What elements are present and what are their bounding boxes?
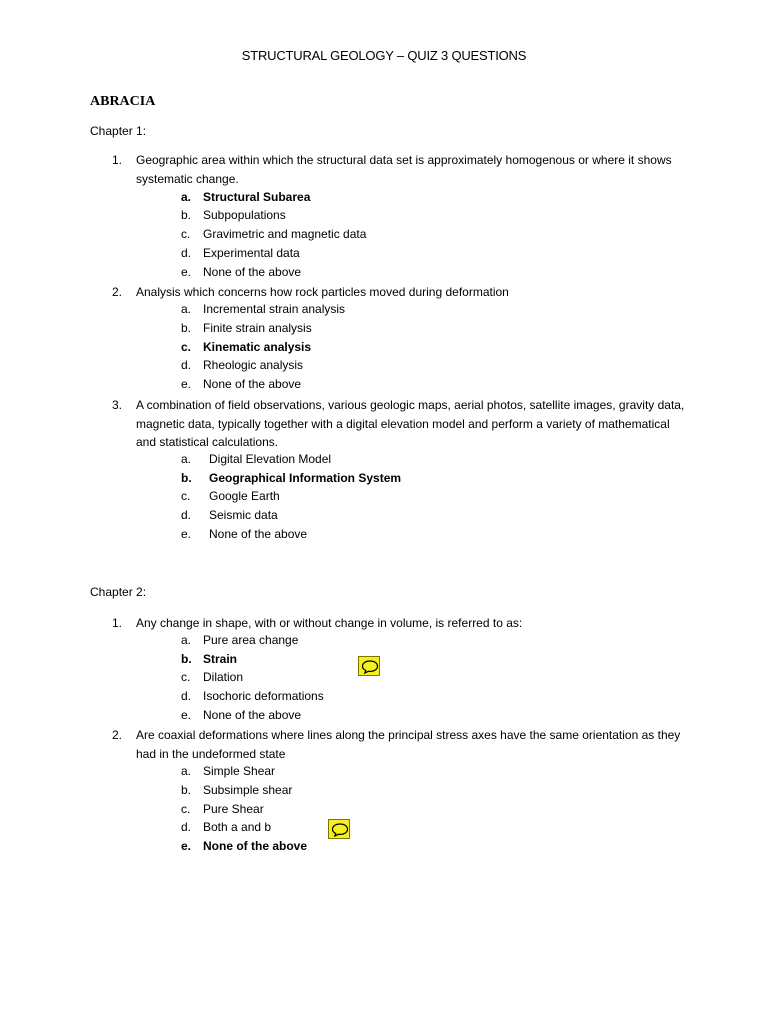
option-letter: e. xyxy=(181,527,192,541)
option-text: Isochoric deformations xyxy=(203,689,324,703)
option-letter: e. xyxy=(181,708,192,722)
option-letter: d. xyxy=(181,358,192,372)
page-title: STRUCTURAL GEOLOGY – QUIZ 3 QUESTIONS xyxy=(241,48,527,63)
option-text: None of the above xyxy=(209,527,308,541)
option-letter: a. xyxy=(181,302,192,316)
option-letter: d. xyxy=(181,508,192,522)
option-text: Geographical Information System xyxy=(209,471,402,485)
option-letter: d. xyxy=(181,820,192,834)
option-text: Experimental data xyxy=(203,246,300,260)
question-text: Any change in shape, with or without change in volume, is referred to as: xyxy=(136,616,523,630)
option-letter: b. xyxy=(181,321,192,335)
option-text: Subsimple shear xyxy=(203,783,293,797)
option-letter: b. xyxy=(181,471,192,485)
option-text: Simple Shear xyxy=(203,764,276,778)
option-text: Incremental strain analysis xyxy=(203,302,346,316)
option-text: Google Earth xyxy=(209,489,280,503)
question-text: Geographic area within which the structural data set is approximately homogenous or where it shows systematic change. xyxy=(136,153,672,186)
option-letter: d. xyxy=(181,689,192,703)
question-text: A combination of field observations, various geologic maps, aerial photos, satellite images, gravity data, magnetic data, typically together with a digital elevation model and perform a variety of mathematical and statistical calculations. xyxy=(136,398,685,450)
option-text: Gravimetric and magnetic data xyxy=(203,227,367,241)
question-number: 2. xyxy=(112,728,123,742)
option-text: None of the above xyxy=(203,839,308,853)
question-text: Analysis which concerns how rock particles moved during deformation xyxy=(136,285,509,299)
option-text: Both a and b xyxy=(203,820,272,834)
option-letter: b. xyxy=(181,208,192,222)
option-text: Strain xyxy=(203,652,238,666)
option-letter: c. xyxy=(181,670,191,684)
option-letter: c. xyxy=(181,802,191,816)
option-text: Digital Elevation Model xyxy=(209,452,332,466)
option-text: Dilation xyxy=(203,670,244,684)
question-number: 1. xyxy=(112,616,123,630)
comment-icon[interactable] xyxy=(358,656,380,676)
option-letter: e. xyxy=(181,839,192,853)
option-letter: d. xyxy=(181,246,192,260)
option-text: None of the above xyxy=(203,708,302,722)
author-name: ABRACIA xyxy=(90,94,156,109)
question-number: 2. xyxy=(112,285,123,299)
option-letter: c. xyxy=(181,489,191,503)
option-letter: a. xyxy=(181,190,192,204)
option-text: Seismic data xyxy=(209,508,278,522)
option-text: None of the above xyxy=(203,265,302,279)
option-text: None of the above xyxy=(203,377,302,391)
option-text: Pure area change xyxy=(203,633,299,647)
option-letter: b. xyxy=(181,783,192,797)
chapter-heading: Chapter 1: xyxy=(90,124,147,138)
question-number: 3. xyxy=(112,398,123,412)
option-text: Rheologic analysis xyxy=(203,358,304,372)
option-letter: c. xyxy=(181,227,191,241)
option-letter: a. xyxy=(181,764,192,778)
option-letter: e. xyxy=(181,377,192,391)
question-number: 1. xyxy=(112,153,123,167)
option-letter: e. xyxy=(181,265,192,279)
option-text: Subpopulations xyxy=(203,208,286,222)
option-letter: b. xyxy=(181,652,192,666)
comment-icon[interactable] xyxy=(328,819,350,839)
option-letter: a. xyxy=(181,452,192,466)
option-letter: a. xyxy=(181,633,192,647)
option-letter: c. xyxy=(181,340,192,354)
chapter-heading: Chapter 2: xyxy=(90,585,147,599)
option-text: Structural Subarea xyxy=(203,190,311,204)
option-text: Finite strain analysis xyxy=(203,321,312,335)
option-text: Pure Shear xyxy=(203,802,264,816)
option-text: Kinematic analysis xyxy=(203,340,312,354)
question-text: Are coaxial deformations where lines along the principal stress axes have the same orientation as they had in the undeformed state xyxy=(136,728,681,761)
